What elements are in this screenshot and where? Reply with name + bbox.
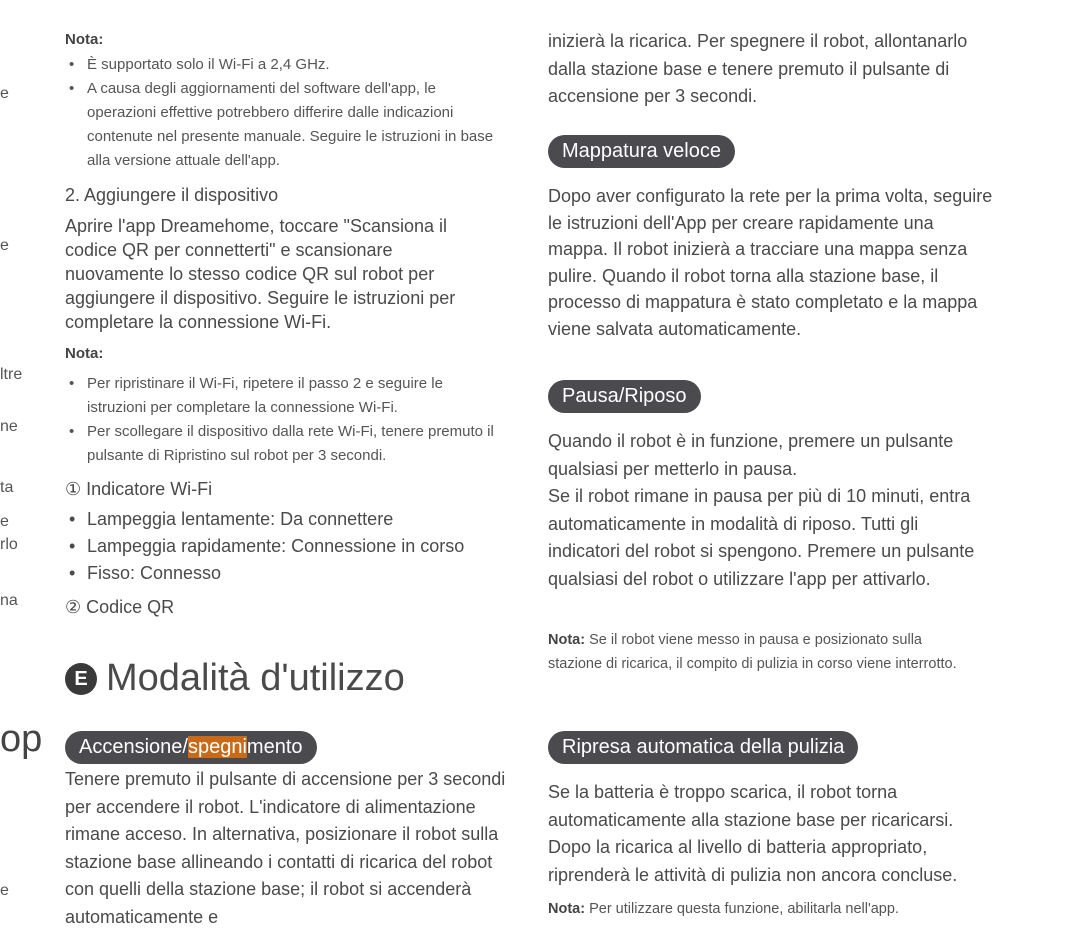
pause-pill: Pausa/Riposo <box>548 380 701 413</box>
power-heading <box>65 731 317 764</box>
note-item: • Per ripristinare il Wi-Fi, ripetere il passo 2 e seguire le istruzioni per completare la connessione Wi-Fi. <box>65 372 505 420</box>
power-text: Tenere premuto il pulsante di accensione per 3 secondi per accendere il robot. L'indicatore di alimentazione rimane acceso. In alternativa, posizionare il robot sulla stazione base allineando i contatti di ricarica del robot con quelli della stazione base; il robot si accenderà automaticamente e <box>65 769 506 927</box>
note-list <box>65 53 505 173</box>
continued-text: inizierà la ricarica. Per spegnere il robot, allontanarlo dalla stazione base e tenere premuto il pulsante di accensione per 3 secondi. <box>548 31 968 106</box>
section-title-text: Modalità d'utilizzo <box>106 657 405 699</box>
edge-fragment: rlo <box>0 536 18 553</box>
mapping-text: Dopo aver configurato la rete per la prima volta, seguire le istruzioni dell'App per creare rapidamente una mappa. Il robot inizierà a tracciare una mappa senza pulire. Quando il robot torna alla stazione base, il processo di mappatura è stato completato e la mappa viene salvata automaticamente. <box>548 186 993 339</box>
note-item: • A causa degli aggiornamenti del software dell'app, le operazioni effettive potrebbero differire dalle indicazioni contenute nel presente manuale. Seguire le istruzioni in base alla versione attuale dell'app. <box>65 77 505 173</box>
resume-note: Nota: Per utilizzare questa funzione, abilitarla nell'app. <box>548 901 899 917</box>
highlighted-text: spegni <box>187 736 247 758</box>
edge-fragment: e <box>0 85 9 102</box>
pause-text: Quando il robot è in funzione, premere un pulsante qualsiasi per metterlo in pausa. <box>548 431 954 479</box>
step-title: 2. Aggiungere il dispositivo <box>65 185 279 205</box>
pause-note: Nota: Se il robot viene messo in pausa e posizionato sulla stazione di ricarica, il compito di pulizia in corso viene interrotto. <box>548 632 957 672</box>
edge-fragment: ltre <box>0 366 23 383</box>
note-list <box>65 372 505 468</box>
indicator-item: • Lampeggia rapidamente: Connessione in corso <box>65 533 525 560</box>
edge-fragment: na <box>0 592 18 609</box>
mapping-heading <box>548 135 735 168</box>
indicator-list <box>65 506 525 587</box>
qr-label: ② Codice QR <box>65 597 175 617</box>
resume-text: Se la batteria è troppo scarica, il robot torna automaticamente alla stazione base per ricaricarsi. Dopo la ricarica al livello di batteria appropriato, riprenderà le attività di pulizia non ancora concluse. <box>548 782 958 885</box>
indicator-item: • Fisso: Connesso <box>65 560 525 587</box>
indicator-title: ① Indicatore Wi-Fi <box>65 479 213 499</box>
note-item: • Per scollegare il dispositivo dalla rete Wi-Fi, tenere premuto il pulsante di Ripristino sul robot per 3 secondi. <box>65 420 505 468</box>
mapping-pill: Mappatura veloce <box>548 135 735 168</box>
section-title <box>65 657 405 700</box>
indicator-item: • Lampeggia lentamente: Da connettere <box>65 506 525 533</box>
edge-fragment: op <box>0 718 43 760</box>
step-text: Aprire l'app Dreamehome, toccare "Scansiona il codice QR per connetterti" e scansionare nuovamente lo stesso codice QR sul robot per aggiungere il dispositivo. Seguire le istruzioni per completare la connessione Wi-Fi. <box>65 216 456 332</box>
pause-text: Se il robot rimane in pausa per più di 10 minuti, entra automaticamente in modalità di riposo. Tutti gli indicatori del robot si spengono. Premere un pulsante qualsiasi del robot o utilizzare l'app per attivarlo. <box>548 486 975 589</box>
pause-heading <box>548 380 701 413</box>
edge-fragment: ta <box>0 479 14 496</box>
edge-fragment: e <box>0 237 9 254</box>
power-pill: Accensione/spegnimento <box>65 731 317 764</box>
note-title: Nota: <box>65 31 104 48</box>
note-title: Nota: <box>65 345 104 362</box>
edge-fragment: e <box>0 882 9 899</box>
resume-heading <box>548 731 858 764</box>
note-item: • È supportato solo il Wi-Fi a 2,4 GHz. <box>65 53 505 77</box>
section-letter-badge: E <box>65 663 97 695</box>
edge-fragment: e <box>0 513 9 530</box>
edge-fragment: ne <box>0 418 18 435</box>
resume-pill: Ripresa automatica della pulizia <box>548 731 858 764</box>
